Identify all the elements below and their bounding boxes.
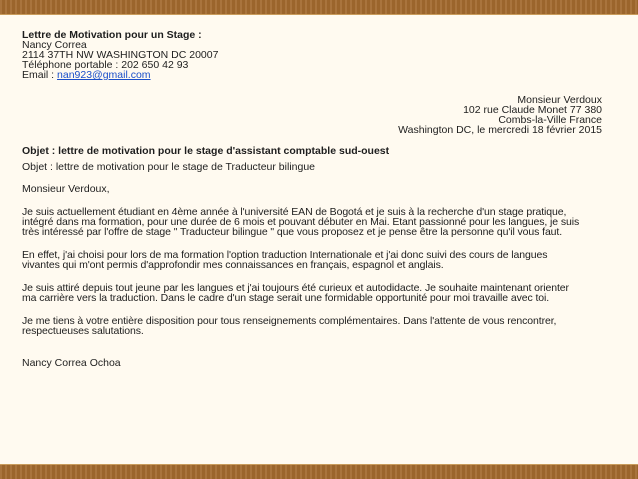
paragraph-line: En effet, j'ai choisi pour lors de ma formation l'option traduction Internationale et j'ai donc suivi des cours de langues	[22, 249, 548, 261]
sender-address: 2114 37TH NW WASHINGTON DC 20007	[22, 49, 219, 61]
recipient-city: Combs-la-Ville France	[498, 114, 602, 126]
subject-block	[22, 162, 602, 172]
salutation: Monsieur Verdoux,	[22, 183, 110, 195]
recipient-name: Monsieur Verdoux	[517, 94, 602, 106]
letter-title: Lettre de Motivation pour un Stage :	[22, 29, 202, 41]
paragraph-line: respectueuses salutations.	[22, 325, 144, 337]
sender-phone: Téléphone portable : 202 650 42 93	[22, 59, 189, 71]
paragraph-1	[22, 207, 602, 237]
paragraph-4	[22, 316, 602, 336]
paragraph-line: Je me tiens à votre entière disposition pour tous renseignements complémentaires. Dans l'attente de vous rencontrer,	[22, 315, 557, 327]
letter-content	[22, 30, 602, 368]
bottom-decorative-band	[0, 465, 638, 479]
signature-block	[22, 358, 602, 368]
paragraph-line: très intéressé par l'offre de stage " Traducteur bilingue " que vous proposez et je pense être la personne qu'il vous faut.	[22, 226, 563, 238]
top-decorative-band	[0, 0, 638, 14]
subject-bold: Objet : lettre de motivation pour le stage d'assistant comptable sud-ouest	[22, 145, 390, 157]
letter-date: Washington DC, le mercredi 18 février 2015	[398, 124, 602, 136]
sender-block	[22, 30, 602, 80]
paragraph-line: ma carrière vers la traduction. Dans le cadre d'un stage serait une formidable opportunité pour moi travaille avec toi.	[22, 292, 550, 304]
paragraph-line: Je suis actuellement étudiant en 4ème année à l'université EAN de Bogotá et je suis à la recherche d'un stage pratique,	[22, 206, 567, 218]
paragraph-2	[22, 250, 602, 270]
paragraph-line: intégré dans ma formation, pour une durée de 6 mois et pouvant débuter en Mai. Etant passionné pour les langues, je suis	[22, 216, 580, 228]
subject-bold-block	[22, 146, 602, 156]
paragraph-3	[22, 283, 602, 303]
paragraph-line: vivantes qui m'ont permis d'approfondir mes connaissances en français, espagnol et anglais.	[22, 259, 444, 271]
salutation-block	[22, 184, 602, 194]
subject: Objet : lettre de motivation pour le stage de Traducteur bilingue	[22, 161, 316, 173]
recipient-block	[22, 95, 602, 135]
signature: Nancy Correa Ochoa	[22, 357, 121, 369]
email-label: Email :	[22, 69, 58, 81]
sender-name: Nancy Correa	[22, 39, 87, 51]
recipient-street: 102 rue Claude Monet 77 380	[463, 104, 602, 116]
sender-email-line	[22, 70, 602, 80]
email-link[interactable]: nan923@gmail.com	[57, 69, 151, 81]
paragraph-line: Je suis attiré depuis tout jeune par les langues et j'ai toujours été curieux et autodidacte. Je souhaite maintenant orienter	[22, 282, 569, 294]
